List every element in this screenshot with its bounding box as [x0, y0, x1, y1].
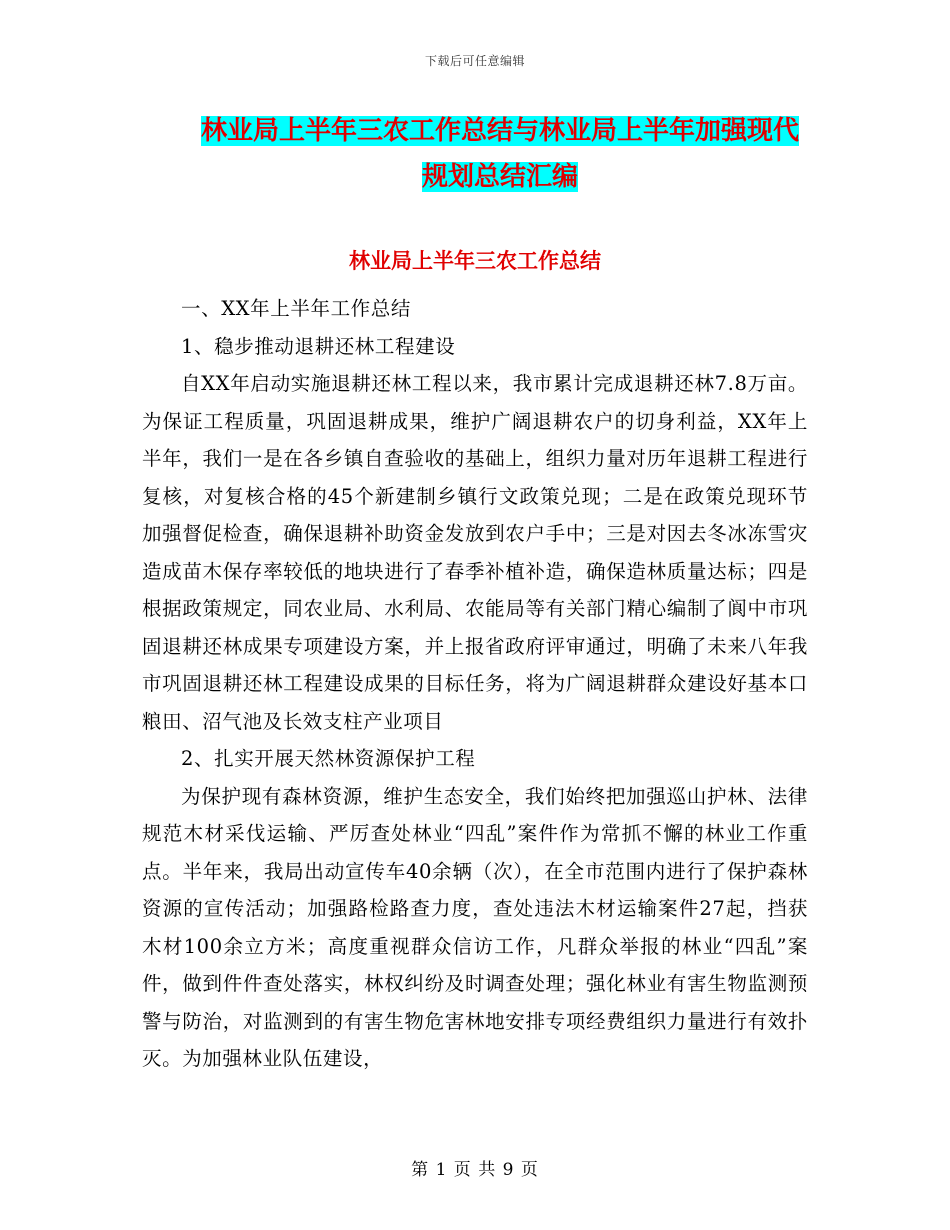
section-title: 林业局上半年三农工作总结 — [349, 249, 601, 273]
title-line-1: 林业局上半年三农工作总结与林业局上半年加强现代 — [200, 116, 799, 146]
header-note: 下载后可任意编辑 — [424, 54, 525, 68]
body-paragraph: 为保护现有森林资源，维护生态安全，我们始终把加强巡山护林、法律规范木材采伐运输、严厉查处林业“四乱”案件作为常抓不懈的林业工作重点。半年来，我局出动宣传车40余辆（次），在全市范围内进行了保护森林资源的宣传活动；加强路检路查力度，查处违法木材运输案件27起，挡获木材100余立方米；高度重视群众信访工作，凡群众举报的林业“四乱”案件，做到件件查处落实，林权纠纷及时调查处理；强化林业有害生物监测预警与防治，对监测到的有害生物危害林地安排专项经费组织力量进行有效扑灭。为加强林业队伍建设， — [142, 784, 808, 1070]
body-text — [142, 290, 808, 1078]
heading-paragraph: 一、XX年上半年工作总结 — [181, 297, 411, 320]
body-paragraph: 自XX年启动实施退耕还林工程以来，我市累计完成退耕还林7.8万亩。为保证工程质量，巩固退耕成果，维护广阔退耕农户的切身利益，XX年上半年，我们一是在各乡镇自查验收的基础上，组织力量对历年退耕工程进行复核，对复核合格的45个新建制乡镇行文政策兑现；二是在政策兑现环节加强督促检查，确保退耕补助资金发放到农户手中；三是对因去冬冰冻雪灾造成苗木保存率较低的地块进行了春季补植补造，确保造林质量达标；四是根据政策规定，同农业局、水利局、农能局等有关部门精心编制了阆中市巩固退耕还林成果专项建设方案，并上报省政府评审通过，明确了未来八年我市巩固退耕还林工程建设成果的目标任务，将为广阔退耕群众建设好基本口粮田、沼气池及长效支柱产业项目 — [142, 372, 808, 733]
subheading-paragraph: 1、稳步推动退耕还林工程建设 — [181, 334, 456, 358]
title-line-2: 规划总结汇编 — [421, 162, 578, 192]
document-title — [140, 108, 860, 200]
page-footer: 第 1 页 共 9 页 — [411, 1160, 539, 1180]
subheading-paragraph: 2、扎实开展天然林资源保护工程 — [181, 747, 476, 770]
